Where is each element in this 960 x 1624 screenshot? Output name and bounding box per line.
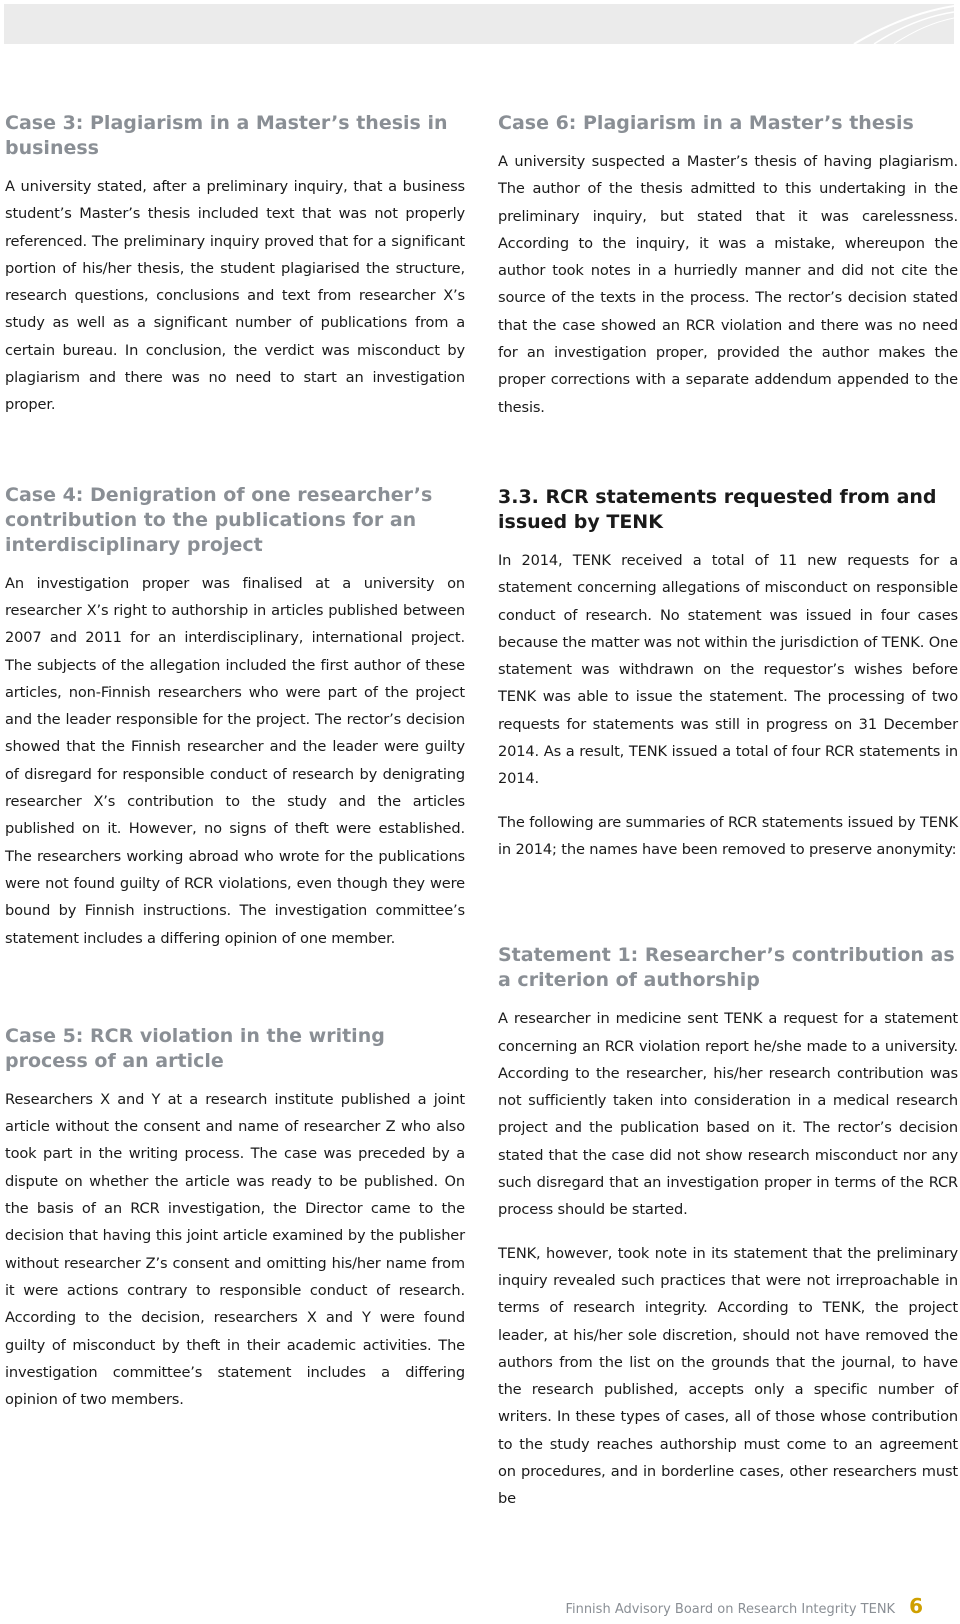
case-5-section [5, 1024, 465, 1414]
case-4-body: An investigation proper was finalised at a university on researcher X’s right to authorship in articles published between 2007 and 2011 for an interdisciplinary, international project. The subjects of the allegation included the first author of these articles, non-Finnish researchers who were part of the project and the leader responsible for the project. The rector’s decision showed that the Finnish researcher and the leader were guilty of disregard for responsible conduct of research by denigrating researcher X’s contribution to the study and the articles published on it. However, no signs of theft were established. The researchers working abroad who wrote for the publications were not found guilty of RCR violations, even though they were bound by Finnish instructions. The investigation committee’s statement includes a differing opinion of one member. [5, 574, 465, 947]
statement-1-title: Statement 1: Researcher’s contribution as a criterion of authorship [498, 944, 955, 992]
case-5-body: Researchers X and Y at a research institute published a joint article without the consent and name of researcher Z who also took part in the writing process. The case was preceded by a dispute on whether the article was ready to be published. On the basis of an RCR investigation, the Director came to the decision that having this joint article examined by the publisher without researcher Z’s consent and omitting his/her name from it were actions contrary to responsible conduct of research. According to the decision, researchers X and Y were found guilty of misconduct by theft in their academic activities. The investigation committee’s statement includes a differing opinion of two members. [5, 1090, 465, 1409]
case-3-body: A university stated, after a preliminary inquiry, that a business student’s Master’s thesis included text that was not properly referenced. The preliminary inquiry proved that for a significant portion of his/her thesis, the student plagiarised the structure, research questions, conclusions and text from researcher X’s study as well as a significant number of publications from a certain bureau. In conclusion, the verdict was misconduct by plagiarism and there was no need to start an investigation proper. [5, 178, 465, 414]
case-3-title: Case 3: Plagiarism in a Master’s thesis in business [5, 112, 448, 159]
section-3-3-title: 3.3. RCR statements requested from and issued by TENK [498, 485, 937, 533]
right-column [498, 111, 958, 1513]
section-3-3-paragraph-1: In 2014, TENK received a total of 11 new requests for a statement concerning allegations of misconduct on responsible conduct of research. No statement was issued in four cases because the matter was not within the jurisdiction of TENK. One statement was withdrawn on the requestor’s wishes before TENK was able to issue the statement. The processing of two requests for statements was still in progress on 31 December 2014. As a result, TENK issued a total of four RCR statements in 2014. [498, 551, 958, 788]
section-3-3-paragraph-2: The following are summaries of RCR statements issued by TENK in 2014; the names have been removed to preserve anonymity: [498, 813, 958, 858]
page-header-band [4, 4, 954, 44]
case-3-section [5, 111, 465, 419]
case-6-section [498, 111, 958, 421]
section-3-3 [498, 485, 958, 863]
page-footer [565, 1594, 923, 1618]
footer-organization: Finnish Advisory Board on Research Integrity TENK [565, 1602, 896, 1617]
header-swoosh-decoration [834, 4, 954, 44]
case-5-title: Case 5: RCR violation in the writing process of an article [5, 1024, 385, 1072]
case-6-body: A university suspected a Master’s thesis of having plagiarism. The author of the thesis admitted to this undertaking in the preliminary inquiry, but stated that it was carelessness. According to the inquiry, it was a mistake, whereupon the author took notes in a hurriedly manner and did not cite the source of the texts in the process. The rector’s decision stated that the case showed an RCR violation and there was no need for an investigation proper, provided the author makes the proper corrections with a separate addendum appended to the thesis. [498, 153, 958, 416]
left-column [5, 111, 465, 1413]
case-4-section [5, 483, 465, 952]
case-6-title: Case 6: Plagiarism in a Master’s thesis [498, 112, 914, 134]
page-number: 6 [909, 1594, 923, 1618]
statement-1-paragraph-1: A researcher in medicine sent TENK a request for a statement concerning an RCR violation report he/she made to a university. According to the researcher, his/her research contribution was not sufficiently taken into consideration in a medical research project and the publication based on it. The rector’s decision stated that the case did not show research misconduct nor any such disregard that an investigation proper in terms of the RCR process should be started. [498, 1010, 958, 1219]
statement-1-paragraph-2: TENK, however, took note in its statement that the preliminary inquiry revealed such practices that were not irreproachable in terms of research integrity. According to TENK, the project leader, at his/her sole discretion, should not have removed the authors from the list on the grounds that the journal, to have the research published, accepts only a specific number of writers. In these types of cases, all of those whose contribution to the study reaches authorship must come to an agreement on procedures, and in borderline cases, other researchers must be [498, 1244, 958, 1508]
case-4-title: Case 4: Denigration of one researcher’s contribution to the publications for an interdisciplinary project [5, 483, 433, 556]
statement-1-section [498, 943, 958, 1512]
